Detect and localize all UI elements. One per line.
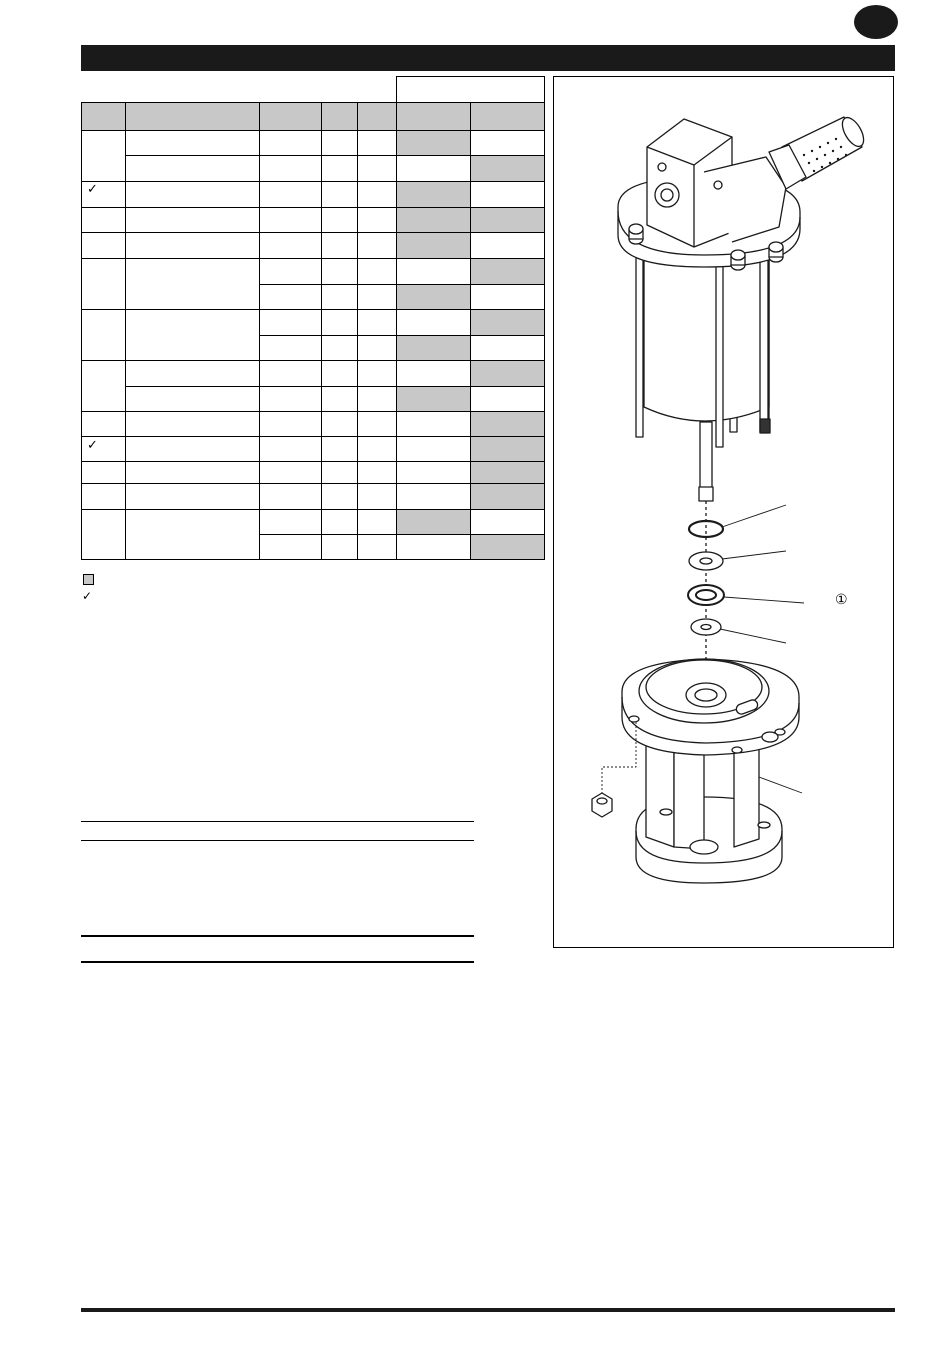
footer-rule	[81, 1308, 895, 1312]
seal-inner	[696, 590, 716, 600]
shaded-cell	[470, 411, 544, 436]
rod-end	[760, 419, 770, 433]
parts-table-grid	[81, 76, 545, 560]
tie-rod	[636, 247, 643, 437]
base-leg	[646, 737, 674, 847]
base-hole	[690, 840, 718, 854]
exploded-view-figure	[553, 76, 894, 948]
bolt-hole	[660, 809, 672, 815]
shaded-cell	[470, 436, 544, 461]
table-header-row	[81, 102, 544, 130]
rod-tip	[699, 487, 713, 501]
gauge-port-inner	[661, 189, 673, 201]
leader-line	[722, 505, 786, 527]
leader-line	[724, 597, 804, 603]
parts-table	[81, 76, 545, 560]
bolt-hole	[629, 716, 639, 722]
hex-nut	[592, 793, 612, 817]
shaded-cell	[470, 461, 544, 483]
bolt-hole	[732, 747, 742, 753]
washer-hole	[700, 558, 712, 564]
shaded-cell	[396, 130, 470, 155]
leader-line	[759, 777, 802, 793]
shaded-cell	[470, 309, 544, 335]
base-leg	[674, 742, 704, 849]
rule-line	[81, 840, 474, 841]
side-port	[762, 732, 778, 742]
rule-line	[81, 935, 474, 937]
shaded-cell	[470, 360, 544, 386]
rule-line	[81, 961, 474, 963]
shaded-cell	[396, 386, 470, 411]
screw	[658, 163, 666, 171]
tie-rod	[760, 247, 768, 432]
callout-number: ①	[835, 591, 848, 607]
washer-hole	[701, 625, 711, 630]
check-mark-row-12: ✓	[87, 437, 98, 452]
snap-ring	[689, 521, 723, 537]
shaded-cell	[396, 284, 470, 309]
shaded-cell	[470, 258, 544, 284]
shaded-cell	[396, 509, 470, 534]
shaded-cell	[396, 232, 470, 258]
screw	[714, 181, 722, 189]
bolt-hole	[758, 822, 770, 828]
shaded-cell	[396, 207, 470, 232]
leader-line	[722, 551, 786, 559]
shaded-cell	[470, 534, 544, 559]
shaded-cell	[470, 207, 544, 232]
legend-check-mark: ✓	[82, 589, 93, 603]
rule-line	[81, 821, 474, 822]
tie-rod	[716, 252, 723, 447]
language-badge	[854, 5, 898, 39]
section-header-bar	[81, 45, 895, 71]
legend-shaded-square-icon	[83, 574, 94, 585]
pump-exploded-diagram	[554, 77, 894, 948]
leader-line	[720, 629, 786, 643]
hex-nut-hole	[597, 798, 607, 804]
shaded-cell	[396, 181, 470, 207]
shaded-cell	[470, 483, 544, 509]
shaded-cell	[470, 155, 544, 181]
center-bore-inner	[695, 689, 717, 701]
check-mark-row-3: ✓	[87, 181, 98, 196]
piston-rod	[700, 422, 712, 492]
shaded-cell	[396, 335, 470, 360]
